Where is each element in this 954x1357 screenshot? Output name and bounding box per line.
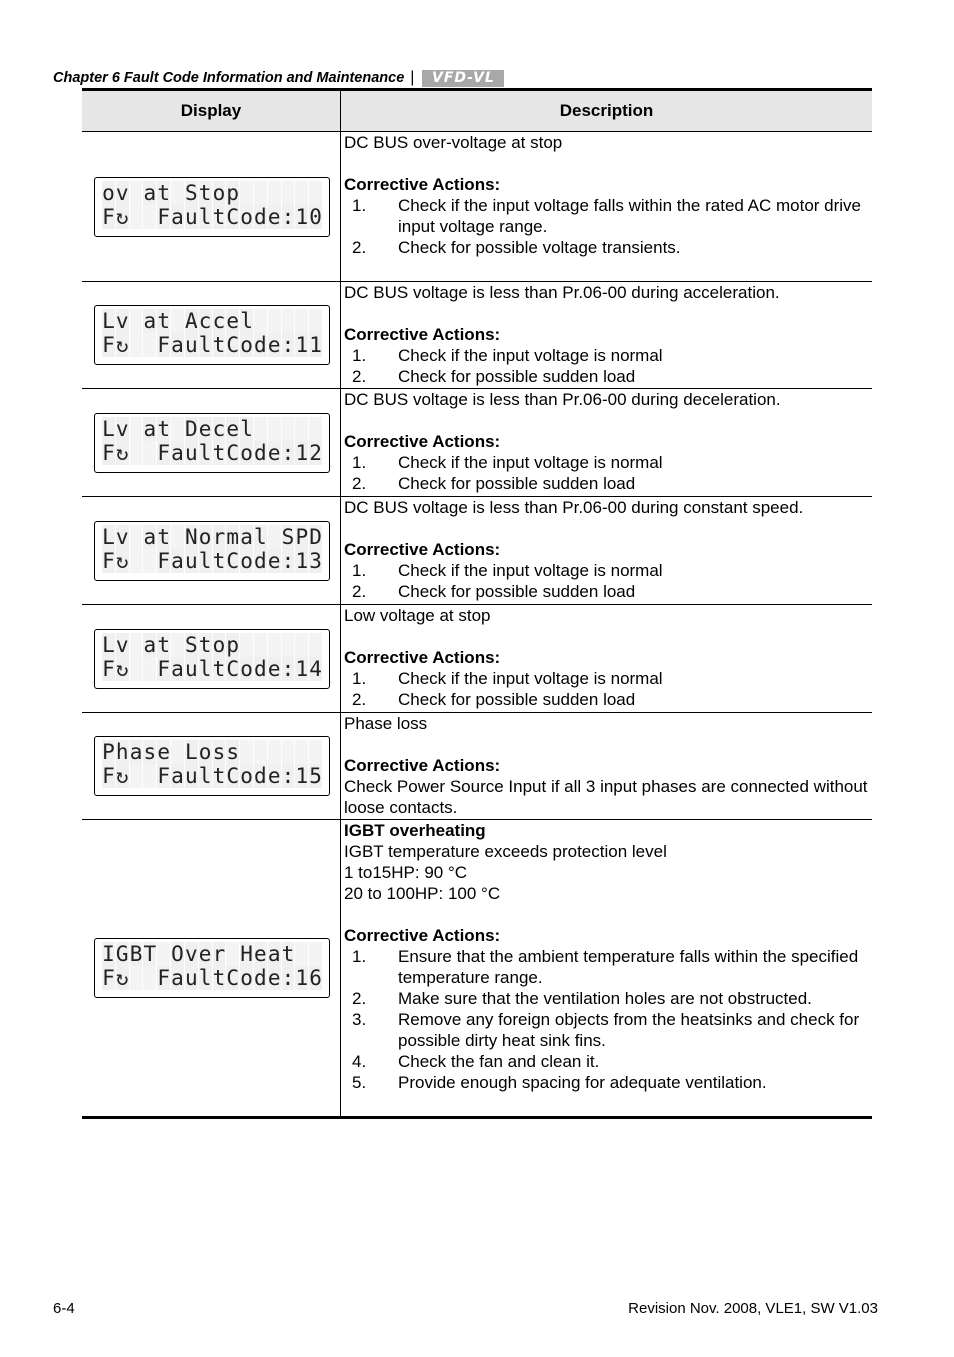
action-text: Check for possible sudden load [398,690,636,709]
action-number: 2. [352,238,367,257]
lcd-screen [94,413,330,473]
action-number: 2. [352,367,367,386]
description-cell [341,132,873,282]
list-item [344,1072,872,1093]
lcd-line: I G B T O v e r H e a t [102,942,323,966]
list-item [344,1051,872,1072]
corrective-actions-label: Corrective Actions: [344,756,501,775]
list-item [344,345,872,366]
action-number: 2. [352,989,367,1008]
action-number: 3. [352,1010,367,1029]
list-item [344,1009,872,1051]
lcd-screen [94,177,330,237]
lcd-screen [94,305,330,365]
table-row [82,282,872,389]
action-number: 1. [352,561,367,580]
lcd-screen [94,521,330,581]
display-cell [82,389,341,497]
fault-detail: IGBT temperature exceeds protection level [344,842,667,861]
action-text: Check if the input voltage is normal [398,346,663,365]
action-text: Check if the input voltage is normal [398,561,663,580]
action-text: Remove any foreign objects from the heatsinks and check for possible dirty heat sink fins. [398,1010,860,1050]
list-item [344,452,872,473]
list-item [344,668,872,689]
action-text: Check for possible sudden load [398,474,636,493]
display-cell [82,605,341,713]
table-row [82,389,872,497]
list-item [344,988,872,1009]
list-item [344,946,872,988]
lcd-line: L v a t A c c e l [102,309,323,333]
page-number: 6-4 [53,1300,75,1317]
action-text: Ensure that the ambient temperature falls within the specified temperature range. [398,947,859,987]
description-cell [341,497,873,605]
list-item [344,581,872,602]
corrective-actions-label: Corrective Actions: [344,325,501,344]
action-number: 1. [352,669,367,688]
list-item [344,195,872,237]
corrective-actions-label: Corrective Actions: [344,432,501,451]
fault-summary: Low voltage at stop [344,606,491,625]
fault-detail: 1 to15HP: 90 °C [344,863,468,882]
lcd-line: F ↻ F a u l t C o d e : 1 2 [102,440,322,465]
lcd-line: F ↻ F a u l t C o d e : 1 4 [102,656,322,681]
description-cell [341,282,873,389]
corrective-actions-label: Corrective Actions: [344,926,501,945]
action-text: Check the fan and clean it. [398,1052,600,1071]
table-row [82,605,872,713]
lcd-screen [94,938,330,998]
action-number: 1. [352,196,367,215]
action-list [344,452,872,494]
corrective-actions-label: Corrective Actions: [344,540,501,559]
description-column-header: Description [341,90,873,132]
display-cell [82,282,341,389]
action-text: Check for possible sudden load [398,582,636,601]
action-number: 5. [352,1073,367,1092]
action-list [344,946,872,1093]
action-text: Check for possible voltage transients. [398,238,681,257]
action-number: 1. [352,346,367,365]
fault-detail: 20 to 100HP: 100 °C [344,884,501,903]
action-list [344,560,872,602]
display-column-header: Display [82,90,341,132]
display-cell [82,497,341,605]
action-list [344,195,872,258]
action-text: Check if the input voltage is normal [398,669,663,688]
vfd-vl-logo: VFD-VL [422,70,504,87]
description-cell [341,389,873,497]
header-separator: | [410,69,415,86]
lcd-screen [94,736,330,796]
action-number: 4. [352,1052,367,1071]
action-text: Provide enough spacing for adequate ventilation. [398,1073,767,1092]
fault-summary: Phase loss [344,714,428,733]
list-item [344,366,872,387]
fault-code-table [82,88,872,1119]
description-cell [341,820,873,1118]
action-number: 1. [352,947,367,966]
lcd-line: L v a t N o r m a l S P D [102,524,322,549]
lcd-line: F ↻ F a u l t C o d e : 1 1 [102,333,322,357]
fault-summary: DC BUS voltage is less than Pr.06-00 during acceleration. [344,283,780,302]
fault-summary: DC BUS voltage is less than Pr.06-00 during constant speed. [344,498,804,517]
lcd-line: o v a t S t o p [102,181,323,205]
action-text: Check if the input voltage is normal [398,453,663,472]
fault-summary: DC BUS over-voltage at stop [344,133,563,152]
action-number: 2. [352,582,367,601]
chapter-title: Chapter 6 Fault Code Information and Maintenance [53,70,405,86]
list-item [344,689,872,710]
fault-summary: IGBT overheating [344,821,486,840]
table-row [82,713,872,820]
lcd-line: L v a t S t o p [102,633,323,657]
lcd-line: P h a s e L o s s [102,740,323,764]
list-item [344,473,872,494]
revision-info: Revision Nov. 2008, VLE1, SW V1.03 [628,1300,878,1317]
action-text: Check if the input voltage falls within the rated AC motor drive input voltage range. [398,196,862,236]
lcd-screen [94,629,330,689]
display-cell [82,820,341,1118]
display-cell [82,132,341,282]
table-row [82,132,872,282]
lcd-line: F ↻ F a u l t C o d e : 1 3 [102,548,322,573]
lcd-line: F ↻ F a u l t C o d e : 1 0 [102,204,322,229]
action-number: 2. [352,690,367,709]
action-text: Check Power Source Input if all 3 input phases are connected without loose contacts. [344,777,868,817]
chapter-header [53,68,504,88]
lcd-line: F ↻ F a u l t C o d e : 1 5 [102,764,322,788]
action-number: 1. [352,453,367,472]
description-cell [341,713,873,820]
description-cell [341,605,873,713]
table-row [82,820,872,1118]
lcd-line: F ↻ F a u l t C o d e : 1 6 [102,966,322,990]
fault-summary: DC BUS voltage is less than Pr.06-00 during deceleration. [344,390,781,409]
action-text: Make sure that the ventilation holes are not obstructed. [398,989,812,1008]
list-item [344,237,872,258]
action-number: 2. [352,474,367,493]
list-item [344,560,872,581]
action-list [344,345,872,387]
corrective-actions-label: Corrective Actions: [344,648,501,667]
lcd-line: L v a t D e c e l [102,417,323,441]
corrective-actions-label: Corrective Actions: [344,175,501,194]
table-row [82,497,872,605]
action-text: Check for possible sudden load [398,367,636,386]
display-cell [82,713,341,820]
action-list [344,668,872,710]
